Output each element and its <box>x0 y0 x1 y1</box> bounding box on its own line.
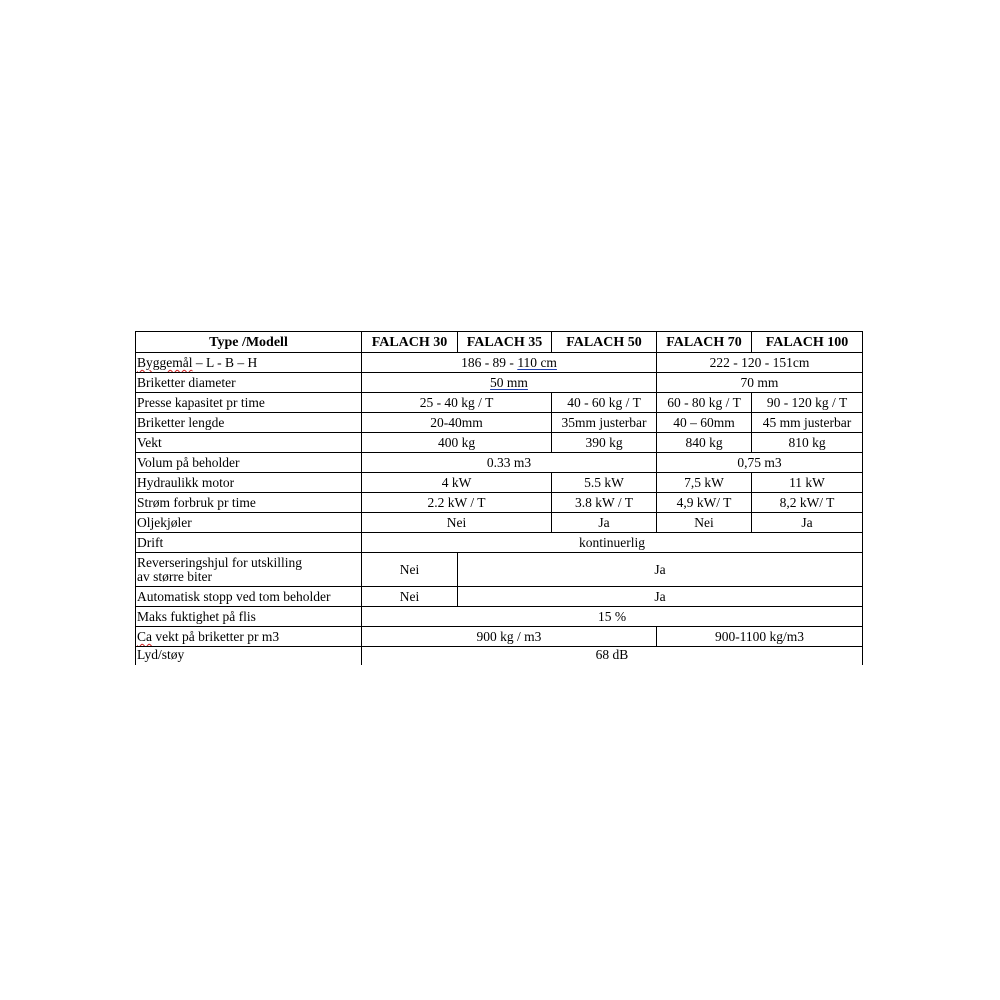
row-label: Drift <box>136 533 362 553</box>
row-label: Hydraulikk motor <box>136 473 362 493</box>
table-row-reversing-wheel <box>136 553 863 587</box>
cell-small-models: 0.33 m3 <box>362 453 657 473</box>
cell-small-models: 900 kg / m3 <box>362 627 657 647</box>
cell-large-models: 900-1100 kg/m3 <box>657 627 863 647</box>
cell-falach-30-35: 2.2 kW / T <box>362 493 552 513</box>
model-header-falach-35: FALACH 35 <box>458 332 552 353</box>
model-header-falach-100: FALACH 100 <box>752 332 863 353</box>
table-row-briquette-diameter <box>136 373 863 393</box>
cell-falach-100: Ja <box>752 513 863 533</box>
cell-falach-50: Ja <box>552 513 657 533</box>
cell-falach-30: Nei <box>362 553 458 587</box>
row-label: Maks fuktighet på flis <box>136 607 362 627</box>
cell-falach-50: 35mm justerbar <box>552 413 657 433</box>
header-row <box>136 332 863 353</box>
cell-falach-70: 840 kg <box>657 433 752 453</box>
cell-falach-70: 4,9 kW/ T <box>657 493 752 513</box>
spellcheck-word: Ca <box>137 629 152 644</box>
cell-falach-70: 7,5 kW <box>657 473 752 493</box>
row-label: Briketter diameter <box>136 373 362 393</box>
cell-large-models: 0,75 m3 <box>657 453 863 473</box>
row-label: Lyd/støy <box>136 647 362 666</box>
table-row-press-capacity <box>136 393 863 413</box>
table-row-oil-cooler <box>136 513 863 533</box>
row-label: Vekt <box>136 433 362 453</box>
underlined-value: 50 mm <box>490 375 528 390</box>
cell-falach-100: 11 kW <box>752 473 863 493</box>
cell-falach-70: Nei <box>657 513 752 533</box>
cell-falach-50: 40 - 60 kg / T <box>552 393 657 413</box>
row-label: Oljekjøler <box>136 513 362 533</box>
table-row-power-consumption <box>136 493 863 513</box>
underlined-value: 110 <box>517 355 541 370</box>
cell-small-models <box>362 373 657 393</box>
row-label: Strøm forbruk pr time <box>136 493 362 513</box>
cell-all-models: 15 % <box>362 607 863 627</box>
row-label: Byggemål – L - B – H <box>136 353 362 373</box>
cell-falach-30: Nei <box>362 587 458 607</box>
cell-other-models: Ja <box>458 553 863 587</box>
cell-falach-30-35: 4 kW <box>362 473 552 493</box>
model-header-falach-50: FALACH 50 <box>552 332 657 353</box>
cell-falach-100: 45 mm justerbar <box>752 413 863 433</box>
cell-all-models: 68 dB <box>362 647 863 666</box>
table-row-briquette-length <box>136 413 863 433</box>
table-row-operation <box>136 533 863 553</box>
row-label: Reverseringshjul for utskilling av større biter <box>136 553 362 587</box>
table-row-auto-stop <box>136 587 863 607</box>
table-row-container-volume <box>136 453 863 473</box>
cell-falach-30-35: 20-40mm <box>362 413 552 433</box>
row-label: Presse kapasitet pr time <box>136 393 362 413</box>
table-row-dimensions <box>136 353 863 373</box>
table-row-briquette-weight <box>136 627 863 647</box>
cell-falach-100: 810 kg <box>752 433 863 453</box>
spellcheck-word: Byggemål <box>137 355 193 370</box>
cell-falach-70: 60 - 80 kg / T <box>657 393 752 413</box>
table-row-hydraulic-motor <box>136 473 863 493</box>
model-header-falach-30: FALACH 30 <box>362 332 458 353</box>
row-label: Volum på beholder <box>136 453 362 473</box>
cell-falach-30-35: 400 kg <box>362 433 552 453</box>
cell-falach-70: 40 – 60mm <box>657 413 752 433</box>
cell-falach-100: 8,2 kW/ T <box>752 493 863 513</box>
cell-falach-30-35: 25 - 40 kg / T <box>362 393 552 413</box>
cell-large-models: 70 mm <box>657 373 863 393</box>
table-row-max-moisture <box>136 607 863 627</box>
table-row-noise <box>136 647 863 666</box>
cell-falach-50: 3.8 kW / T <box>552 493 657 513</box>
cell-falach-50: 390 kg <box>552 433 657 453</box>
model-header-falach-70: FALACH 70 <box>657 332 752 353</box>
spec-table <box>135 331 863 665</box>
cell-large-models: 222 - 120 - 151cm <box>657 353 863 373</box>
row-label: Ca vekt på briketter pr m3 <box>136 627 362 647</box>
table-row-weight <box>136 433 863 453</box>
type-header: Type /Modell <box>136 332 362 353</box>
cell-falach-50: 5.5 kW <box>552 473 657 493</box>
cell-falach-30-35: Nei <box>362 513 552 533</box>
cell-falach-100: 90 - 120 kg / T <box>752 393 863 413</box>
cell-other-models: Ja <box>458 587 863 607</box>
cell-small-models: 186 - 89 - 110 cm <box>362 353 657 373</box>
row-label: Automatisk stopp ved tom beholder <box>136 587 362 607</box>
cell-all-models: kontinuerlig <box>362 533 863 553</box>
row-label: Briketter lengde <box>136 413 362 433</box>
